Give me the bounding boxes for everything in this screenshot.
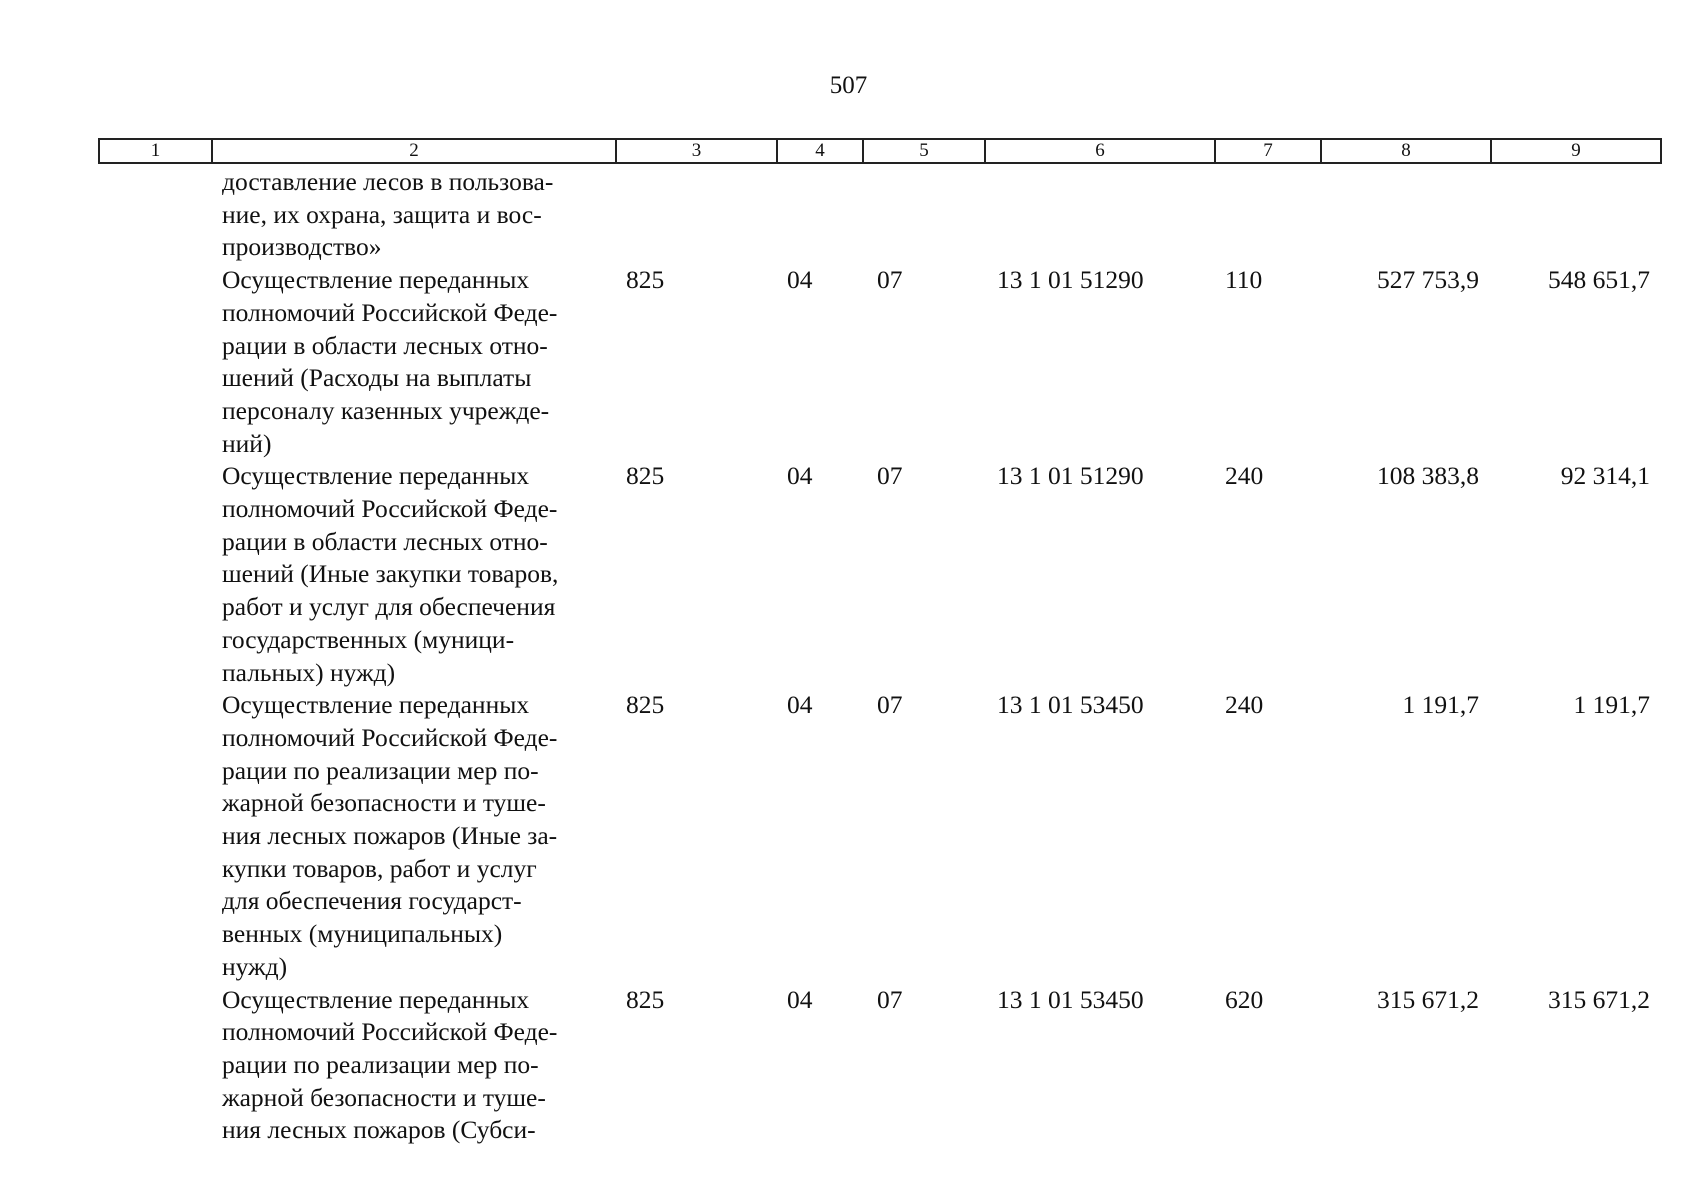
row-ministry-code: 825 [626,461,665,491]
row-amount-col9: 92 314,1 [1560,461,1650,491]
column-header-row [99,139,1661,163]
column-header-5: 5 [863,139,985,163]
row-amount-col8: 527 753,9 [1377,265,1479,295]
row-section-code: 04 [787,984,813,1014]
row-expense-type: 240 [1225,690,1264,720]
page-number: 507 [829,72,868,99]
column-header-9: 9 [1491,139,1661,163]
row-target-article: 13 1 01 51290 [997,461,1144,491]
column-header-4: 4 [777,139,863,163]
row-target-article: 13 1 01 53450 [997,984,1144,1014]
table-body [0,166,1697,1147]
column-header-2: 2 [212,139,616,163]
row-section-code: 04 [787,690,813,720]
row-description: Осуществление переданных полномочий Российской Феде- рации по реализации мер по- жарной безопасности и туше- ния лесных пожаров (Субси- [222,984,558,1145]
row-amount-col8: 108 383,8 [1377,461,1479,491]
row-subsection-code: 07 [877,461,903,491]
row-amount-col9: 1 191,7 [1573,690,1650,720]
row-expense-type: 240 [1225,461,1264,491]
row-subsection-code: 07 [877,984,903,1014]
column-header-8: 8 [1321,139,1491,163]
row-subsection-code: 07 [877,690,903,720]
row-amount-col8: 315 671,2 [1377,984,1479,1014]
row-ministry-code: 825 [626,984,665,1014]
table-row [0,689,1697,983]
row-ministry-code: 825 [626,690,665,720]
table-row [0,984,1697,1148]
row-description: доставление лесов в пользова- ние, их охрана, защита и вос- производство» [222,167,554,262]
row-description: Осуществление переданных полномочий Российской Феде- рации в области лесных отно- шений (Иные закупки товаров, работ и услуг для обеспечения государственных (муници- пальных) нужд) [222,461,559,687]
column-header-6: 6 [985,139,1215,163]
row-section-code: 04 [787,461,813,491]
column-header-7: 7 [1215,139,1321,163]
table-row [0,460,1697,689]
row-amount-col9: 315 671,2 [1548,984,1650,1014]
row-section-code: 04 [787,265,813,295]
row-target-article: 13 1 01 53450 [997,690,1144,720]
row-amount-col8: 1 191,7 [1402,690,1479,720]
row-expense-type: 110 [1225,265,1263,295]
column-header-3: 3 [616,139,777,163]
row-target-article: 13 1 01 51290 [997,265,1144,295]
row-amount-col9: 548 651,7 [1548,265,1650,295]
table-row [0,166,1697,264]
row-description: Осуществление переданных полномочий Российской Феде- рации по реализации мер по- жарной безопасности и туше- ния лесных пожаров (Иные за- купки товаров, работ и услуг для обеспечения государст- венных (муниципальных) нужд) [222,690,558,981]
column-header-1: 1 [99,139,212,163]
column-header-table [98,138,1662,164]
row-ministry-code: 825 [626,265,665,295]
table-row [0,264,1697,460]
row-expense-type: 620 [1225,984,1264,1014]
row-subsection-code: 07 [877,265,903,295]
row-description: Осуществление переданных полномочий Российской Феде- рации в области лесных отно- шений (Расходы на выплаты персоналу казенных учрежде- ний) [222,265,558,458]
